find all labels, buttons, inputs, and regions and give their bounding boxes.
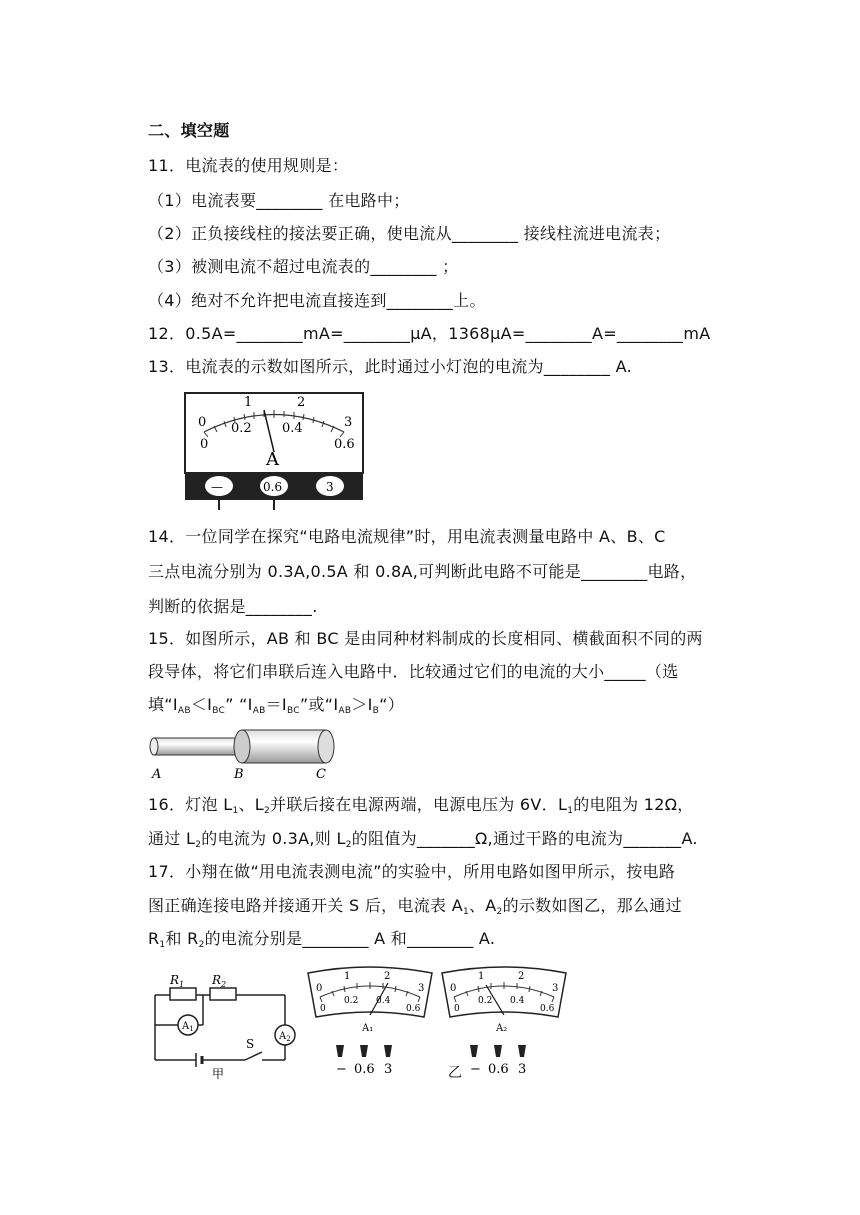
a1-meter-label: A₁ bbox=[362, 1023, 374, 1034]
section-title: 二、填空题 bbox=[148, 121, 230, 140]
svg-text:0: 0 bbox=[316, 983, 323, 994]
q13-stem: 13．电流表的示数如图所示，此时通过小灯泡的电流为________ A. bbox=[148, 357, 632, 376]
q17-meter-a2 bbox=[440, 965, 568, 1080]
q11-rule-2: （2）正负接线柱的接法要正确，使电流从________ 接线柱流进电流表； bbox=[148, 224, 671, 243]
svg-text:0: 0 bbox=[454, 1004, 460, 1014]
scale-bottom-2: 0.4 bbox=[282, 421, 303, 436]
a2-label: $A_2$ bbox=[279, 1031, 291, 1043]
q15-line-1: 15．如图所示，AB 和 BC 是由同种材料制成的长度相同、横截面积不同的两 bbox=[148, 629, 703, 648]
meter-unit: A bbox=[266, 449, 279, 470]
scale-top-1: 1 bbox=[244, 395, 253, 410]
scale-top-0: 0 bbox=[198, 415, 207, 430]
meters-caption: 乙 bbox=[448, 1065, 463, 1081]
q15-line-3: 填“$I_{AB}<I_{BC}$” “$I_{AB}=I_{BC}$”或“$I_{AB}>I_B“$） bbox=[148, 695, 404, 716]
q14-line-2: 三点电流分别为 0.3A,0.5A 和 0.8A,可判断此电路不可能是________电路， bbox=[148, 562, 697, 581]
q17-line-3: $R_1$和 $R_2$的电流分别是________ A 和________ A. bbox=[148, 929, 496, 950]
switch-s bbox=[245, 1052, 262, 1060]
label-b: B bbox=[234, 767, 244, 780]
q14-line-1: 14．一位同学在探究“电路电流规律”时，用电流表测量电路中 A、B、C bbox=[148, 527, 666, 546]
svg-text:0: 0 bbox=[450, 983, 457, 994]
svg-text:3: 3 bbox=[518, 1062, 527, 1077]
svg-text:0.4: 0.4 bbox=[510, 996, 525, 1006]
svg-text:0.6: 0.6 bbox=[488, 1062, 509, 1077]
q16-line-2: 通过 $L_2$的电流为 0.3A,则 $L_2$的阻值为_______Ω,通过干路的电流为_______A. bbox=[148, 829, 698, 850]
svg-text:0.6: 0.6 bbox=[540, 1004, 555, 1014]
q12-text: 12．0.5A=________mA=________μA，1368μA=________A=________mA bbox=[148, 324, 711, 343]
label-c: C bbox=[316, 767, 326, 780]
svg-text:0.4: 0.4 bbox=[376, 996, 391, 1006]
svg-text:3: 3 bbox=[552, 983, 559, 994]
q13-ammeter-figure bbox=[184, 392, 364, 510]
scale-top-3: 3 bbox=[344, 415, 353, 430]
svg-text:0.6: 0.6 bbox=[406, 1004, 421, 1014]
resistor-r2 bbox=[210, 988, 236, 1000]
r1-label: $R_1$ bbox=[170, 973, 185, 989]
a1-label: $A_1$ bbox=[182, 1021, 194, 1033]
q11-stem: 11．电流表的使用规则是： bbox=[148, 156, 349, 175]
thin-conductor-ab bbox=[154, 738, 242, 755]
svg-text:3: 3 bbox=[384, 1062, 393, 1077]
scale-bottom-0: 0 bbox=[200, 437, 209, 452]
scale-bottom-3: 0.6 bbox=[334, 437, 355, 452]
switch-label: S bbox=[246, 1037, 255, 1051]
label-a: A bbox=[152, 767, 162, 780]
svg-text:−: − bbox=[470, 1062, 481, 1077]
thick-conductor-bc bbox=[242, 730, 326, 763]
svg-text:2: 2 bbox=[384, 971, 391, 982]
svg-text:0: 0 bbox=[320, 1004, 326, 1014]
q11-rule-3: （3）被测电流不超过电流表的________ ； bbox=[148, 257, 459, 276]
q16-line-1: 16．灯泡 $L_1$、$L_2$并联后接在电源两端，电源电压为 6V．$L_1$的电阻为 12Ω， bbox=[148, 795, 694, 816]
r2-label: $R_2$ bbox=[212, 973, 227, 989]
q14-line-3: 判断的依据是________. bbox=[148, 597, 318, 616]
circuit-caption: 甲 bbox=[212, 1067, 225, 1080]
resistor-r1 bbox=[170, 988, 196, 1000]
terminal-label-negative: — bbox=[211, 480, 223, 494]
a2-meter-label: A₂ bbox=[496, 1023, 508, 1034]
svg-text:0.6: 0.6 bbox=[354, 1062, 375, 1077]
svg-text:−: − bbox=[336, 1062, 347, 1077]
q11-rule-1: （1）电流表要________ 在电路中； bbox=[148, 191, 410, 210]
q15-line-2: 段导体，将它们串联后连入电路中．比较通过它们的电流的大小_____（选 bbox=[148, 662, 679, 681]
terminal-label-0-6: 0.6 bbox=[263, 480, 283, 494]
svg-text:0.2: 0.2 bbox=[478, 996, 493, 1006]
svg-text:2: 2 bbox=[518, 971, 525, 982]
svg-text:0.2: 0.2 bbox=[344, 996, 359, 1006]
svg-text:1: 1 bbox=[344, 971, 351, 982]
svg-text:3: 3 bbox=[418, 983, 425, 994]
q17-meter-a1 bbox=[306, 965, 434, 1080]
q11-rule-4: （4）绝对不允许把电流直接连到________上。 bbox=[148, 291, 486, 310]
svg-text:1: 1 bbox=[478, 971, 485, 982]
scale-top-2: 2 bbox=[297, 395, 306, 410]
q17-circuit-diagram bbox=[150, 970, 300, 1080]
q15-conductor-figure bbox=[148, 728, 338, 780]
terminal-label-3: 3 bbox=[326, 480, 334, 494]
q17-line-2: 图正确连接电路并接通开关 S 后，电流表 $A_1$、$A_2$的示数如图乙，那么通过 bbox=[148, 896, 682, 917]
scale-bottom-1: 0.2 bbox=[231, 421, 252, 436]
q17-line-1: 17．小翔在做“用电流表测电流”的实验中，所用电路如图甲所示，按电路 bbox=[148, 862, 676, 881]
